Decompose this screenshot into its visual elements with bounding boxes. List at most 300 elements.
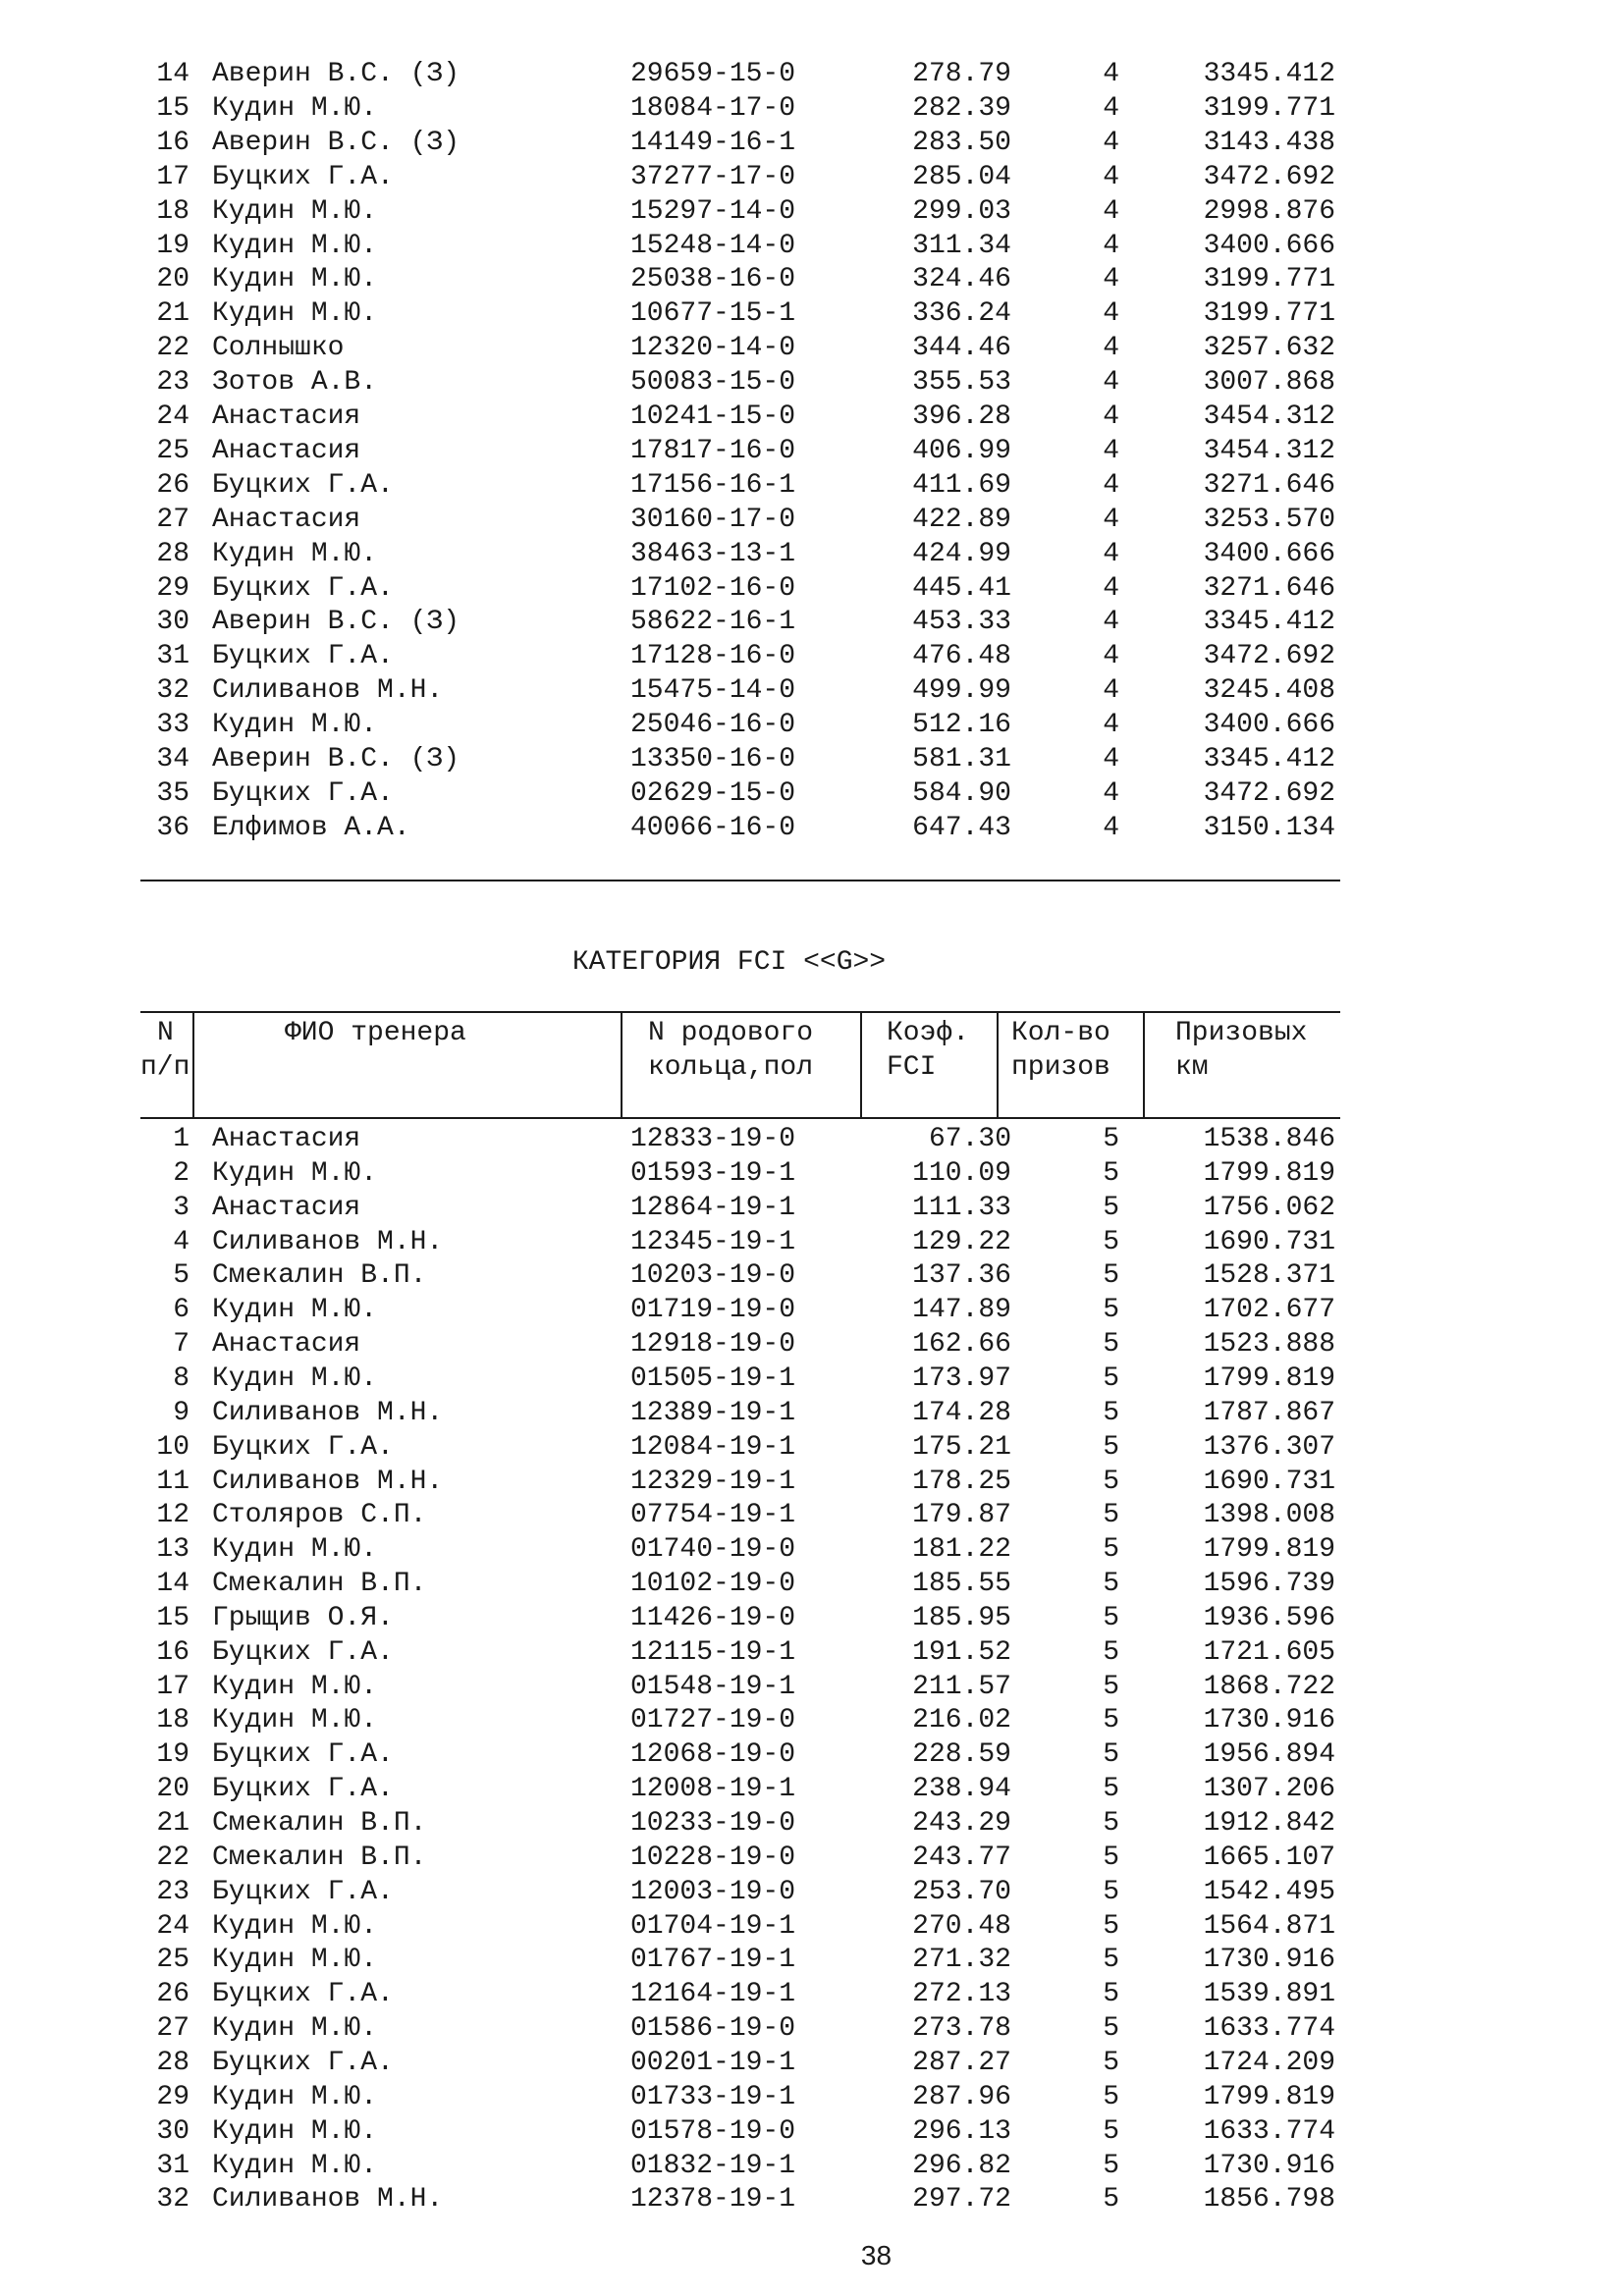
header-ring-line2: кольца,пол xyxy=(648,1052,814,1083)
row-number: 28 xyxy=(156,2047,189,2078)
prize-count: 4 xyxy=(1103,367,1119,399)
header-qty-line2: призов xyxy=(1011,1052,1110,1083)
fci-coefficient: 282.39 xyxy=(912,92,1011,124)
table-row xyxy=(0,1738,1624,1772)
ring-number: 15475-14-0 xyxy=(630,675,796,707)
trainer-name: Елфимов А.А. xyxy=(212,812,410,843)
row-number: 10 xyxy=(156,1431,189,1463)
row-number: 7 xyxy=(173,1329,189,1361)
ring-number: 01767-19-1 xyxy=(630,1945,796,1976)
table-row xyxy=(0,2115,1624,2149)
prize-count: 4 xyxy=(1103,230,1119,261)
prize-count: 4 xyxy=(1103,298,1119,330)
row-number: 20 xyxy=(156,1774,189,1805)
trainer-name: Солнышко xyxy=(212,333,345,364)
trainer-name: Буцких Г.А. xyxy=(212,2047,394,2078)
prize-km: 1376.307 xyxy=(1203,1431,1335,1463)
prize-count: 4 xyxy=(1103,675,1119,707)
ring-number: 02629-15-0 xyxy=(630,777,796,809)
row-number: 27 xyxy=(156,2013,189,2045)
trainer-name: Кудин М.Ю. xyxy=(212,1295,378,1326)
prize-count: 4 xyxy=(1103,195,1119,227)
row-number: 19 xyxy=(156,1739,189,1771)
table-row xyxy=(0,1226,1624,1259)
trainer-name: Кудин М.Ю. xyxy=(212,2013,378,2045)
row-number: 22 xyxy=(156,333,189,364)
prize-count: 5 xyxy=(1103,1945,1119,1976)
trainer-name: Буцких Г.А. xyxy=(212,777,394,809)
ring-number: 12320-14-0 xyxy=(630,333,796,364)
ring-number: 25038-16-0 xyxy=(630,264,796,295)
fci-coefficient: 178.25 xyxy=(912,1466,1011,1497)
row-number: 12 xyxy=(156,1500,189,1531)
prize-count: 4 xyxy=(1103,161,1119,192)
fci-coefficient: 647.43 xyxy=(912,812,1011,843)
prize-count: 4 xyxy=(1103,504,1119,535)
trainer-name: Буцких Г.А. xyxy=(212,1431,394,1463)
trainer-name: Смекалин В.П. xyxy=(212,1260,427,1292)
prize-km: 3345.412 xyxy=(1203,607,1335,638)
category-title: КАТЕГОРИЯ FCI <<G>> xyxy=(571,947,887,978)
table-row xyxy=(0,161,1624,194)
row-number: 16 xyxy=(156,1636,189,1668)
table-row xyxy=(0,709,1624,742)
prize-count: 5 xyxy=(1103,1362,1119,1394)
prize-count: 4 xyxy=(1103,812,1119,843)
table-row xyxy=(0,1807,1624,1841)
prize-km: 1912.842 xyxy=(1203,1808,1335,1839)
fci-coefficient: 185.95 xyxy=(912,1602,1011,1633)
prize-count: 5 xyxy=(1103,1157,1119,1189)
prize-km: 1724.209 xyxy=(1203,2047,1335,2078)
row-number: 20 xyxy=(156,264,189,295)
table-row xyxy=(0,1636,1624,1670)
row-number: 29 xyxy=(156,572,189,604)
table-row xyxy=(0,606,1624,639)
ring-number: 17817-16-0 xyxy=(630,435,796,466)
trainer-name: Кудин М.Ю. xyxy=(212,1705,378,1736)
table-row xyxy=(0,1568,1624,1601)
ring-number: 01586-19-0 xyxy=(630,2013,796,2045)
ring-number: 12084-19-1 xyxy=(630,1431,796,1463)
ring-number: 12345-19-1 xyxy=(630,1226,796,1257)
trainer-name: Кудин М.Ю. xyxy=(212,298,378,330)
row-number: 32 xyxy=(156,675,189,707)
ring-number: 25046-16-0 xyxy=(630,710,796,741)
fci-coefficient: 272.13 xyxy=(912,1979,1011,2010)
fci-coefficient: 191.52 xyxy=(912,1636,1011,1668)
trainer-name: Смекалин В.П. xyxy=(212,1569,427,1600)
row-number: 30 xyxy=(156,2115,189,2147)
row-number: 18 xyxy=(156,195,189,227)
prize-count: 5 xyxy=(1103,1739,1119,1771)
prize-km: 3199.771 xyxy=(1203,92,1335,124)
prize-km: 3253.570 xyxy=(1203,504,1335,535)
prize-km: 1868.722 xyxy=(1203,1671,1335,1702)
table-row xyxy=(0,2150,1624,2183)
prize-count: 4 xyxy=(1103,469,1119,501)
prize-km: 2998.876 xyxy=(1203,195,1335,227)
trainer-name: Буцких Г.А. xyxy=(212,1739,394,1771)
trainer-name: Анастасия xyxy=(212,1192,361,1223)
fci-coefficient: 181.22 xyxy=(912,1534,1011,1566)
row-number: 5 xyxy=(173,1260,189,1292)
ring-number: 10677-15-1 xyxy=(630,298,796,330)
prize-km: 1730.916 xyxy=(1203,1945,1335,1976)
row-number: 15 xyxy=(156,92,189,124)
fci-coefficient: 311.34 xyxy=(912,230,1011,261)
table-row xyxy=(0,1533,1624,1567)
table-row xyxy=(0,777,1624,811)
prize-count: 4 xyxy=(1103,777,1119,809)
ring-number: 38463-13-1 xyxy=(630,538,796,569)
trainer-name: Кудин М.Ю. xyxy=(212,1362,378,1394)
ring-number: 50083-15-0 xyxy=(630,367,796,399)
row-number: 27 xyxy=(156,504,189,535)
trainer-name: Буцких Г.А. xyxy=(212,1774,394,1805)
ring-number: 01593-19-1 xyxy=(630,1157,796,1189)
table-row xyxy=(0,1259,1624,1293)
ring-number: 12833-19-0 xyxy=(630,1124,796,1154)
prize-km: 1730.916 xyxy=(1203,1705,1335,1736)
prize-km: 1936.596 xyxy=(1203,1602,1335,1633)
table-row xyxy=(0,504,1624,537)
page-number: 38 xyxy=(860,2240,893,2270)
prize-km: 3400.666 xyxy=(1203,230,1335,261)
prize-km: 1690.731 xyxy=(1203,1466,1335,1497)
header-top-rule xyxy=(140,1011,1340,1013)
table-row xyxy=(0,1671,1624,1704)
trainer-name: Кудин М.Ю. xyxy=(212,1910,378,1942)
prize-km: 3454.312 xyxy=(1203,435,1335,466)
table-row xyxy=(0,1431,1624,1465)
row-number: 25 xyxy=(156,1945,189,1976)
prize-count: 5 xyxy=(1103,1260,1119,1292)
trainer-name: Кудин М.Ю. xyxy=(212,1671,378,1702)
fci-coefficient: 129.22 xyxy=(912,1226,1011,1257)
header-coef-line1: Коэф. xyxy=(887,1018,970,1048)
header-bottom-rule xyxy=(140,1117,1340,1119)
prize-count: 5 xyxy=(1103,1295,1119,1326)
trainer-name: Кудин М.Ю. xyxy=(212,538,378,569)
fci-coefficient: 162.66 xyxy=(912,1329,1011,1361)
prize-km: 1538.846 xyxy=(1203,1124,1335,1154)
prize-count: 5 xyxy=(1103,2184,1119,2216)
prize-km: 3400.666 xyxy=(1203,538,1335,569)
fci-coefficient: 411.69 xyxy=(912,469,1011,501)
table-row xyxy=(0,2183,1624,2216)
prize-count: 5 xyxy=(1103,1466,1119,1497)
prize-km: 1539.891 xyxy=(1203,1979,1335,2010)
prize-km: 1307.206 xyxy=(1203,1774,1335,1805)
ring-number: 40066-16-0 xyxy=(630,812,796,843)
fci-coefficient: 287.27 xyxy=(912,2047,1011,2078)
prize-km: 1730.916 xyxy=(1203,2150,1335,2181)
header-separator-4 xyxy=(997,1012,999,1118)
trainer-name: Смекалин В.П. xyxy=(212,1808,427,1839)
prize-count: 5 xyxy=(1103,1500,1119,1531)
header-ring-line1: N родового xyxy=(648,1018,814,1048)
table-row xyxy=(0,572,1624,606)
prize-count: 4 xyxy=(1103,59,1119,89)
table-row xyxy=(0,92,1624,126)
row-number: 23 xyxy=(156,1876,189,1907)
row-number: 21 xyxy=(156,298,189,330)
table-row xyxy=(0,1773,1624,1806)
ring-number: 10203-19-0 xyxy=(630,1260,796,1292)
table-row xyxy=(0,812,1624,845)
prize-count: 4 xyxy=(1103,92,1119,124)
fci-coefficient: 296.13 xyxy=(912,2115,1011,2147)
fci-coefficient: 273.78 xyxy=(912,2013,1011,2045)
ring-number: 12918-19-0 xyxy=(630,1329,796,1361)
prize-count: 5 xyxy=(1103,2115,1119,2147)
ring-number: 12864-19-1 xyxy=(630,1192,796,1223)
trainer-name: Буцких Г.А. xyxy=(212,572,394,604)
row-number: 26 xyxy=(156,469,189,501)
fci-coefficient: 299.03 xyxy=(912,195,1011,227)
ring-number: 12003-19-0 xyxy=(630,1876,796,1907)
ring-number: 58622-16-1 xyxy=(630,607,796,638)
table-row xyxy=(0,1192,1624,1225)
trainer-name: Буцких Г.А. xyxy=(212,1636,394,1668)
fci-coefficient: 238.94 xyxy=(912,1774,1011,1805)
trainer-name: Силиванов М.Н. xyxy=(212,1466,444,1497)
row-number: 21 xyxy=(156,1808,189,1839)
prize-km: 3345.412 xyxy=(1203,744,1335,774)
trainer-name: Силиванов М.Н. xyxy=(212,2184,444,2216)
row-number: 23 xyxy=(156,367,189,399)
header-separator-3 xyxy=(860,1012,862,1118)
row-number: 8 xyxy=(173,1362,189,1394)
row-number: 26 xyxy=(156,1979,189,2010)
prize-count: 4 xyxy=(1103,744,1119,774)
trainer-name: Смекалин В.П. xyxy=(212,1842,427,1873)
prize-count: 4 xyxy=(1103,264,1119,295)
ring-number: 15297-14-0 xyxy=(630,195,796,227)
row-number: 29 xyxy=(156,2081,189,2112)
fci-coefficient: 336.24 xyxy=(912,298,1011,330)
prize-km: 1702.677 xyxy=(1203,1295,1335,1326)
prize-km: 1528.371 xyxy=(1203,1260,1335,1292)
row-number: 16 xyxy=(156,127,189,158)
ring-number: 15248-14-0 xyxy=(630,230,796,261)
table-row xyxy=(0,674,1624,708)
trainer-name: Аверин В.С. (З) xyxy=(212,127,460,158)
fci-coefficient: 424.99 xyxy=(912,538,1011,569)
table-row xyxy=(0,1944,1624,1977)
ring-number: 12068-19-0 xyxy=(630,1739,796,1771)
row-number: 32 xyxy=(156,2184,189,2216)
prize-km: 1564.871 xyxy=(1203,1910,1335,1942)
table-row xyxy=(0,297,1624,331)
header-km-line2: км xyxy=(1175,1052,1209,1083)
row-number: 14 xyxy=(156,59,189,89)
trainer-name: Кудин М.Ю. xyxy=(212,1157,378,1189)
trainer-name: Аверин В.С. (З) xyxy=(212,59,460,89)
prize-count: 5 xyxy=(1103,1979,1119,2010)
header-separator-1 xyxy=(192,1012,194,1118)
prize-count: 4 xyxy=(1103,607,1119,638)
fci-coefficient: 278.79 xyxy=(912,59,1011,89)
ring-number: 12378-19-1 xyxy=(630,2184,796,2216)
prize-km: 1690.731 xyxy=(1203,1226,1335,1257)
trainer-name: Кудин М.Ю. xyxy=(212,710,378,741)
ring-number: 12329-19-1 xyxy=(630,1466,796,1497)
fci-coefficient: 476.48 xyxy=(912,641,1011,672)
fci-coefficient: 211.57 xyxy=(912,1671,1011,1702)
trainer-name: Анастасия xyxy=(212,504,361,535)
fci-coefficient: 344.46 xyxy=(912,333,1011,364)
row-number: 14 xyxy=(156,1569,189,1600)
trainer-name: Силиванов М.Н. xyxy=(212,1226,444,1257)
prize-count: 5 xyxy=(1103,1192,1119,1223)
fci-coefficient: 253.70 xyxy=(912,1876,1011,1907)
prize-count: 4 xyxy=(1103,333,1119,364)
fci-coefficient: 453.33 xyxy=(912,607,1011,638)
prize-km: 1856.798 xyxy=(1203,2184,1335,2216)
fci-coefficient: 271.32 xyxy=(912,1945,1011,1976)
trainer-name: Кудин М.Ю. xyxy=(212,264,378,295)
prize-km: 3472.692 xyxy=(1203,777,1335,809)
ring-number: 07754-19-1 xyxy=(630,1500,796,1531)
fci-coefficient: 174.28 xyxy=(912,1397,1011,1428)
row-number: 15 xyxy=(156,1602,189,1633)
table-row xyxy=(0,1397,1624,1430)
prize-count: 5 xyxy=(1103,1774,1119,1805)
table-row xyxy=(0,332,1624,365)
table-row xyxy=(0,1602,1624,1635)
ring-number: 17128-16-0 xyxy=(630,641,796,672)
trainer-name: Анастасия xyxy=(212,435,361,466)
fci-coefficient: 243.29 xyxy=(912,1808,1011,1839)
fci-coefficient: 283.50 xyxy=(912,127,1011,158)
trainer-name: Кудин М.Ю. xyxy=(212,92,378,124)
prize-km: 1633.774 xyxy=(1203,2013,1335,2045)
prize-km: 3257.632 xyxy=(1203,333,1335,364)
trainer-name: Буцких Г.А. xyxy=(212,161,394,192)
row-number: 31 xyxy=(156,2150,189,2181)
ring-number: 12008-19-1 xyxy=(630,1774,796,1805)
trainer-name: Аверин В.С. (З) xyxy=(212,607,460,638)
trainer-name: Столяров С.П. xyxy=(212,1500,427,1531)
row-number: 6 xyxy=(173,1295,189,1326)
trainer-name: Кудин М.Ю. xyxy=(212,230,378,261)
prize-km: 1721.605 xyxy=(1203,1636,1335,1668)
table-row xyxy=(0,1978,1624,2011)
prize-km: 1398.008 xyxy=(1203,1500,1335,1531)
ring-number: 00201-19-1 xyxy=(630,2047,796,2078)
ring-number: 11426-19-0 xyxy=(630,1602,796,1633)
prize-count: 5 xyxy=(1103,1329,1119,1361)
ring-number: 30160-17-0 xyxy=(630,504,796,535)
prize-km: 3472.692 xyxy=(1203,641,1335,672)
table-row xyxy=(0,1123,1624,1156)
row-number: 17 xyxy=(156,161,189,192)
row-number: 30 xyxy=(156,607,189,638)
prize-count: 5 xyxy=(1103,1569,1119,1600)
table-row xyxy=(0,2047,1624,2080)
fci-coefficient: 175.21 xyxy=(912,1431,1011,1463)
table-row xyxy=(0,1328,1624,1362)
table-row xyxy=(0,1157,1624,1191)
ring-number: 13350-16-0 xyxy=(630,744,796,774)
table-row xyxy=(0,1499,1624,1532)
prize-km: 3143.438 xyxy=(1203,127,1335,158)
prize-km: 1799.819 xyxy=(1203,1362,1335,1394)
fci-coefficient: 137.36 xyxy=(912,1260,1011,1292)
header-n-line2: п/п xyxy=(140,1052,190,1083)
trainer-name: Кудин М.Ю. xyxy=(212,1534,378,1566)
table-row xyxy=(0,127,1624,160)
fci-coefficient: 111.33 xyxy=(912,1192,1011,1223)
ring-number: 10233-19-0 xyxy=(630,1808,796,1839)
prize-count: 5 xyxy=(1103,1226,1119,1257)
ring-number: 01505-19-1 xyxy=(630,1362,796,1394)
ring-number: 10241-15-0 xyxy=(630,401,796,432)
table-row xyxy=(0,2081,1624,2114)
fci-coefficient: 581.31 xyxy=(912,744,1011,774)
prize-count: 5 xyxy=(1103,1671,1119,1702)
table-row xyxy=(0,1876,1624,1909)
table-row xyxy=(0,1362,1624,1396)
trainer-name: Анастасия xyxy=(212,401,361,432)
fci-coefficient: 243.77 xyxy=(912,1842,1011,1873)
fci-coefficient: 499.99 xyxy=(912,675,1011,707)
row-number: 13 xyxy=(156,1534,189,1566)
prize-count: 4 xyxy=(1103,127,1119,158)
ring-number: 14149-16-1 xyxy=(630,127,796,158)
header-n-line1: N xyxy=(157,1018,174,1048)
ring-number: 01832-19-1 xyxy=(630,2150,796,2181)
prize-km: 3345.412 xyxy=(1203,59,1335,89)
trainer-name: Силиванов М.Н. xyxy=(212,1397,444,1428)
table-row xyxy=(0,1466,1624,1499)
row-number: 4 xyxy=(173,1226,189,1257)
prize-km: 1956.894 xyxy=(1203,1739,1335,1771)
prize-count: 4 xyxy=(1103,538,1119,569)
trainer-name: Анастасия xyxy=(212,1124,361,1154)
ring-number: 01740-19-0 xyxy=(630,1534,796,1566)
trainer-name: Аверин В.С. (З) xyxy=(212,744,460,774)
prize-count: 5 xyxy=(1103,2047,1119,2078)
prize-count: 5 xyxy=(1103,2150,1119,2181)
ring-number: 01727-19-0 xyxy=(630,1705,796,1736)
fci-coefficient: 179.87 xyxy=(912,1500,1011,1531)
header-separator-5 xyxy=(1143,1012,1145,1118)
ring-number: 01733-19-1 xyxy=(630,2081,796,2112)
row-number: 31 xyxy=(156,641,189,672)
prize-count: 5 xyxy=(1103,1705,1119,1736)
prize-km: 1799.819 xyxy=(1203,1534,1335,1566)
fci-coefficient: 228.59 xyxy=(912,1739,1011,1771)
table-row xyxy=(0,1704,1624,1737)
prize-count: 4 xyxy=(1103,572,1119,604)
prize-km: 3271.646 xyxy=(1203,469,1335,501)
table-row xyxy=(0,1294,1624,1327)
row-number: 2 xyxy=(173,1157,189,1189)
ring-number: 01578-19-0 xyxy=(630,2115,796,2147)
ring-number: 17102-16-0 xyxy=(630,572,796,604)
table-row xyxy=(0,469,1624,503)
trainer-name: Буцких Г.А. xyxy=(212,1876,394,1907)
prize-count: 5 xyxy=(1103,1397,1119,1428)
trainer-name: Кудин М.Ю. xyxy=(212,2115,378,2147)
fci-coefficient: 355.53 xyxy=(912,367,1011,399)
prize-count: 5 xyxy=(1103,1602,1119,1633)
fci-coefficient: 285.04 xyxy=(912,161,1011,192)
fci-coefficient: 270.48 xyxy=(912,1910,1011,1942)
